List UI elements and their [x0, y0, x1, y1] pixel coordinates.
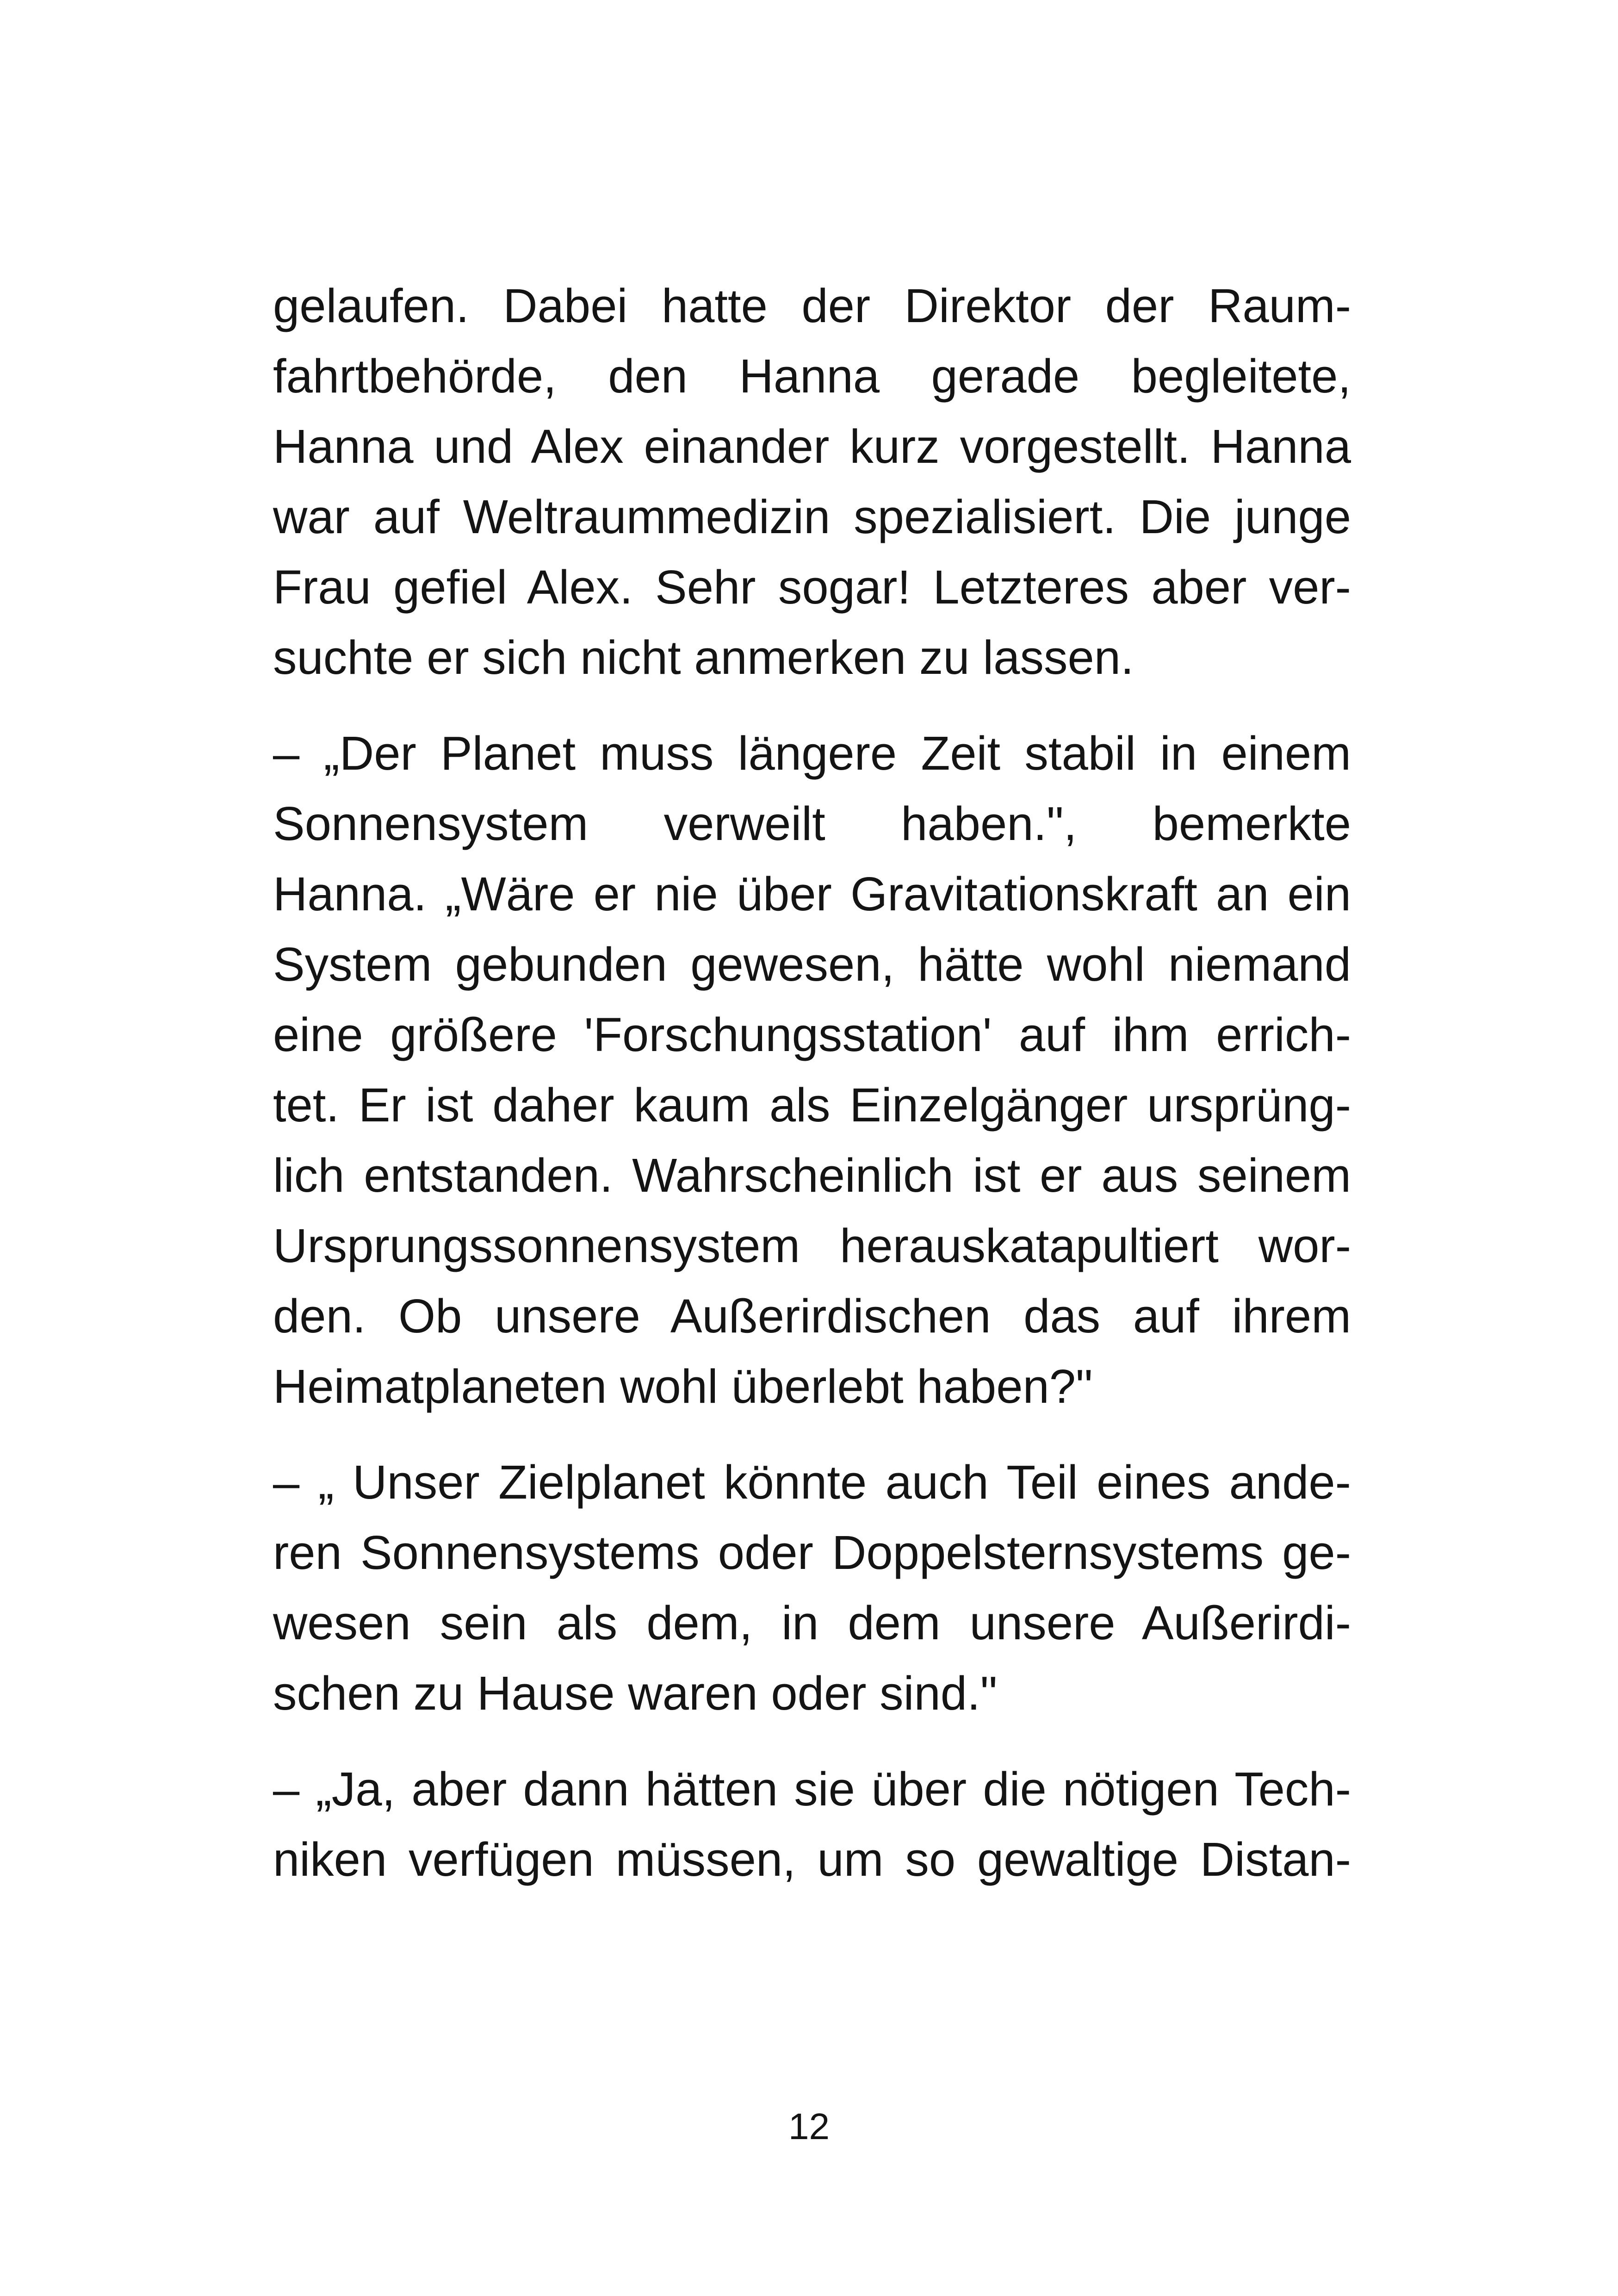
text-line: suchte er sich nicht anmerken zu lassen. [273, 631, 1134, 684]
body-text [273, 271, 1351, 1895]
paragraph [273, 1447, 1351, 1729]
text-line: schen zu Hause waren oder sind." [273, 1667, 998, 1720]
text-line: System gebunden gewesen, hätte wohl niemand [273, 938, 1351, 991]
text-line: Hanna. „Wäre er nie über Gravitationskraft an ein [273, 867, 1351, 921]
text-line: Sonnensystem verweilt haben.", bemerkte [273, 797, 1351, 850]
text-line: Ursprungssonnensystem herauskatapultiert wor- [273, 1219, 1351, 1272]
paragraph [273, 1754, 1351, 1895]
text-line: gelaufen. Dabei hatte der Direktor der Raum- [273, 279, 1351, 332]
text-line: eine größere 'Forschungsstation' auf ihm errich- [273, 1008, 1351, 1061]
text-line: Hanna und Alex einander kurz vorgestellt. Hanna [273, 420, 1351, 473]
text-line: den. Ob unsere Außerirdischen das auf ihrem [273, 1289, 1351, 1343]
text-line: – „Ja, aber dann hätten sie über die nötigen Tech- [273, 1762, 1351, 1816]
text-line: Heimatplaneten wohl überlebt haben?" [273, 1360, 1093, 1413]
page-number: 12 [788, 2106, 830, 2147]
text-line: lich entstanden. Wahrscheinlich ist er aus seinem [273, 1149, 1351, 1202]
text-line: Frau gefiel Alex. Sehr sogar! Letzteres aber ver- [273, 560, 1351, 614]
text-line: tet. Er ist daher kaum als Einzelgänger ursprüng- [273, 1078, 1351, 1132]
text-line: ren Sonnensystems oder Doppelsternsystems ge- [273, 1526, 1351, 1579]
text-line: fahrtbehörde, den Hanna gerade begleitete, [273, 349, 1351, 403]
text-line: niken verfügen müssen, um so gewaltige Distan- [273, 1833, 1351, 1886]
text-line: – „ Unser Zielplanet könnte auch Teil eines ande- [273, 1456, 1351, 1509]
text-line: war auf Weltraummedizin spezialisiert. Die junge [273, 490, 1351, 543]
text-line: – „Der Planet muss längere Zeit stabil in einem [273, 727, 1351, 780]
paragraph [273, 718, 1351, 1422]
text-line: wesen sein als dem, in dem unsere Außerirdi- [273, 1596, 1351, 1649]
paragraph [273, 271, 1351, 693]
